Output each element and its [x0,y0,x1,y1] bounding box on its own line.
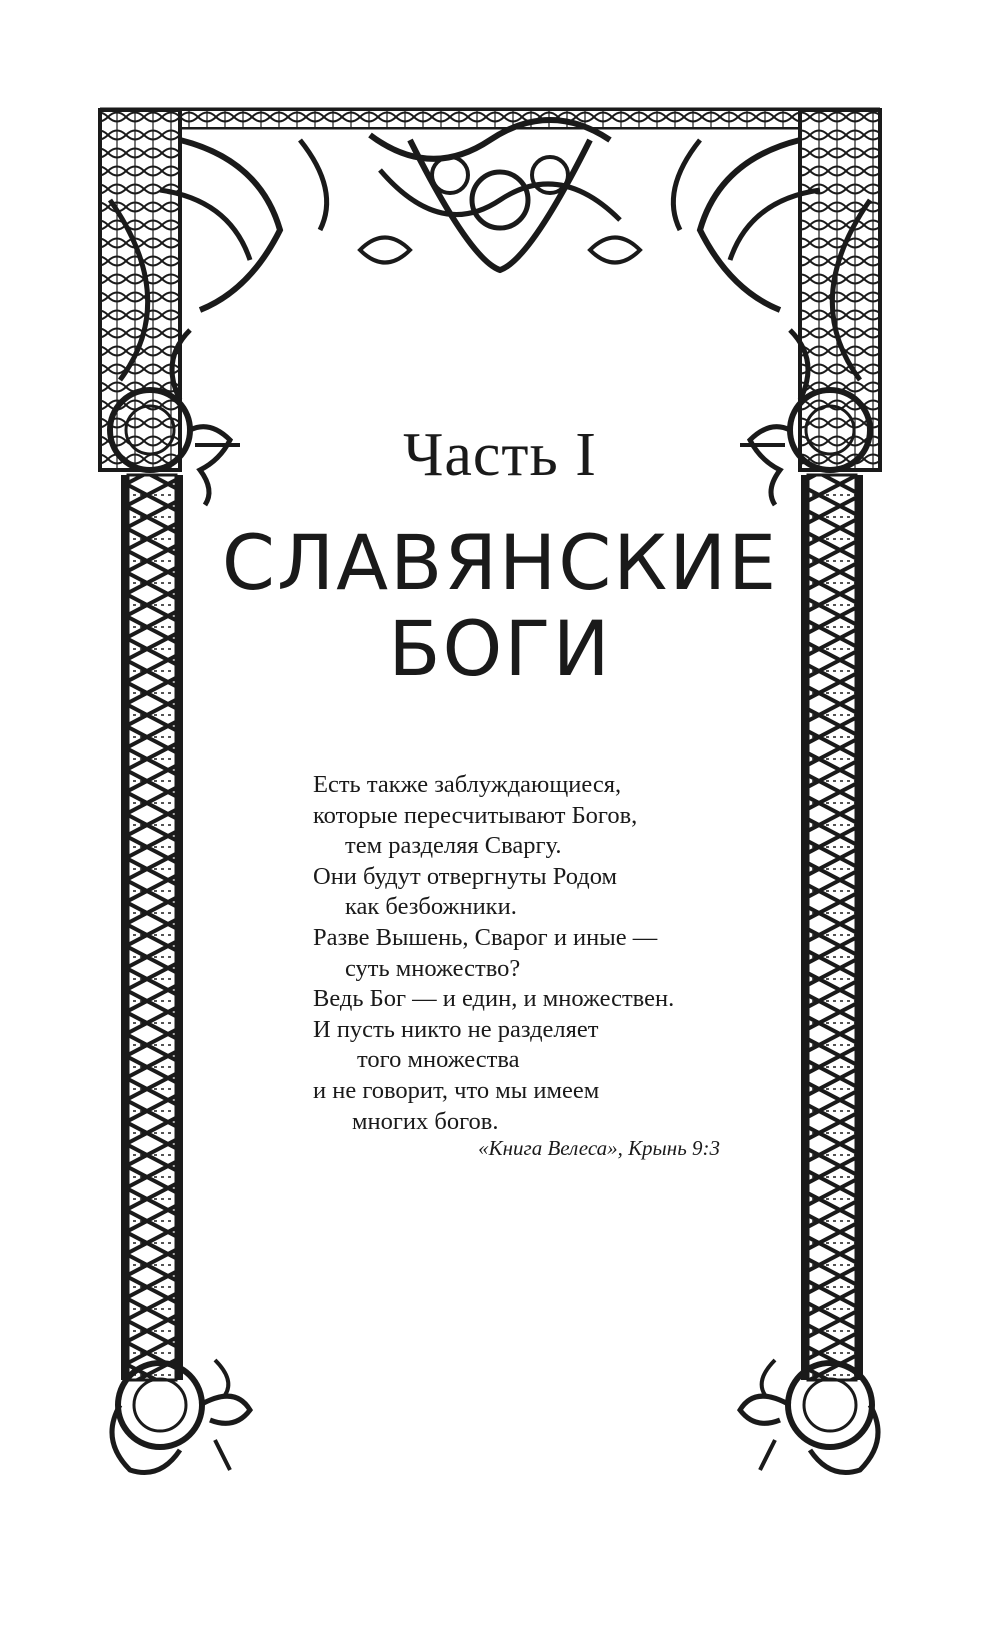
epigraph-line: И пусть никто не разделяет [313,1015,599,1043]
epigraph-line: Ведь Бог — и един, и множествен. [313,985,675,1013]
epigraph-line: Они будут отвергнуты Родом [313,862,618,890]
epigraph-source: «Книга Велеса», Крынь 9:3 [478,1136,720,1160]
title-line-2: БОГИ [388,604,612,693]
epigraph-line: которые пересчитывают Богов, [313,801,638,829]
epigraph-line: того множества [357,1046,520,1074]
epigraph [313,770,753,1137]
top-arch-ornament [100,110,880,270]
epigraph-line: суть множество? [345,954,521,982]
epigraph-line: тем разделяя Сваргу. [345,832,562,860]
epigraph-line: Разве Вышень, Сварог и иные — [313,923,658,951]
title-line-1: СЛАВЯНСКИЕ [221,518,779,607]
epigraph-line: Есть также заблуждающиеся, [313,771,622,798]
part-title [0,520,1000,692]
epigraph-line: и не говорит, что мы имеем [313,1076,600,1104]
epigraph-line: многих богов. [352,1107,499,1135]
epigraph-line: как безбожники. [345,893,517,921]
part-label: Часть I [403,421,597,489]
